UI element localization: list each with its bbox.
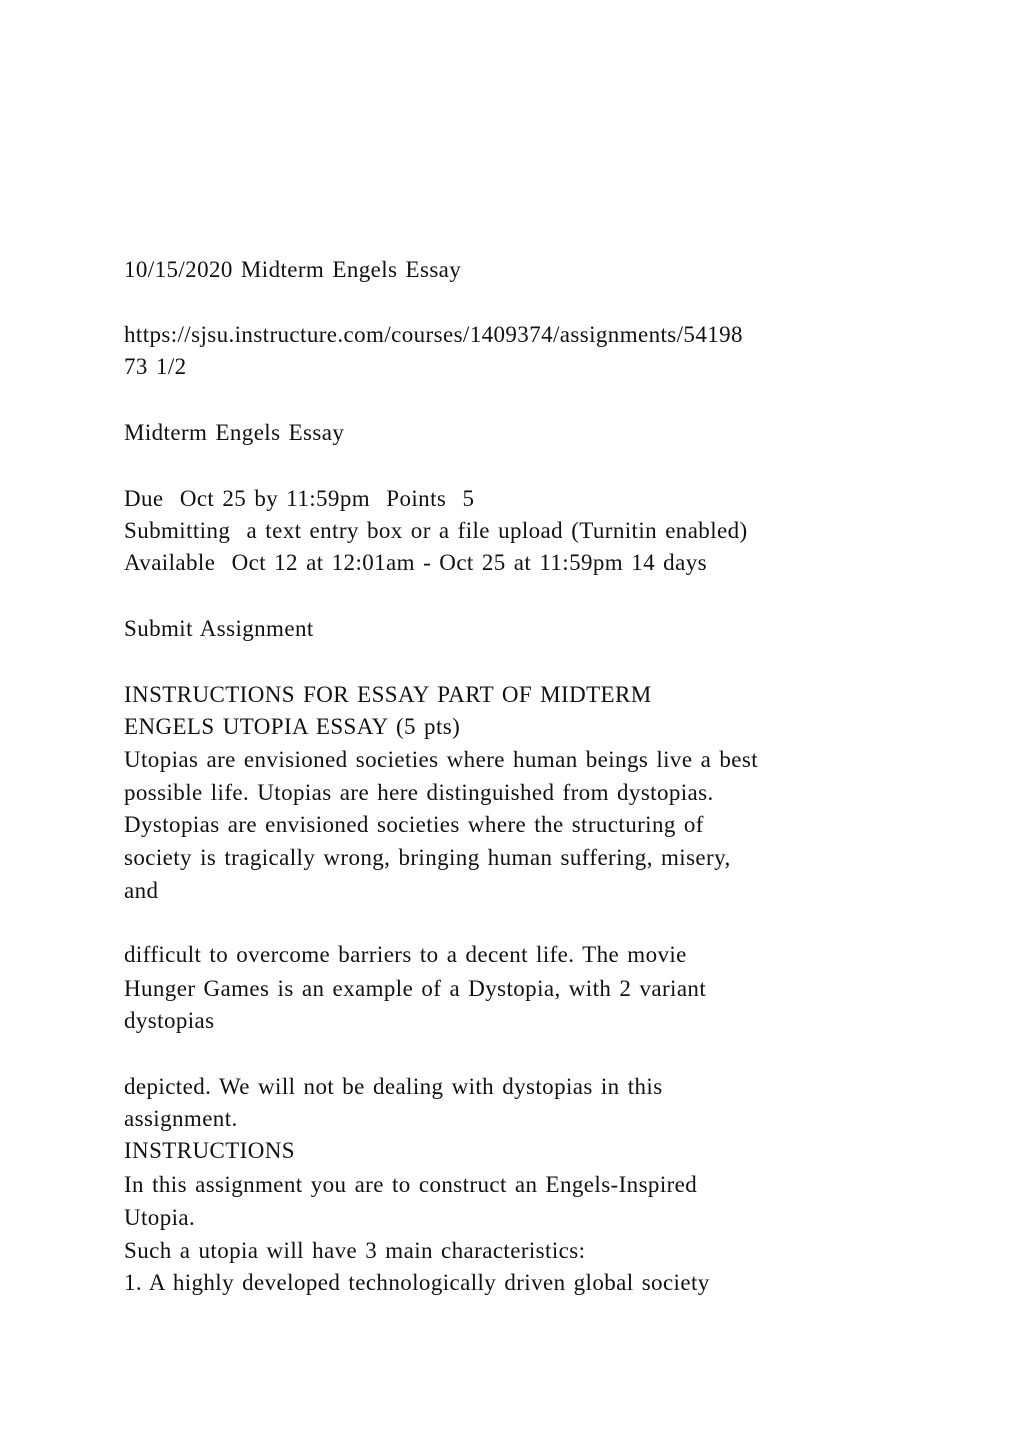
paragraph-line: Hunger Games is an example of a Dystopia, with 2 variant: [124, 976, 707, 1001]
list-item: 1. A highly developed technologically driven global society: [124, 1270, 710, 1295]
instructions-subheading: INSTRUCTIONS: [124, 1138, 295, 1163]
paragraph-line: Utopia.: [124, 1205, 196, 1230]
paragraph-line: dystopias: [124, 1008, 215, 1033]
assignment-title: Midterm Engels Essay: [124, 420, 345, 445]
paragraph-line: possible life. Utopias are here distinguished from dystopias.: [124, 780, 714, 805]
date-title: 10/15/2020 Midterm Engels Essay: [124, 257, 462, 282]
paragraph-line: Utopias are envisioned societies where human beings live a best: [124, 747, 759, 772]
submit-assignment-text: Submit Assignment: [124, 616, 314, 641]
url-line-2: 73 1/2: [124, 354, 187, 379]
due-line: Due Oct 25 by 11:59pm Points 5: [124, 486, 475, 511]
url-line-1: https://sjsu.instructure.com/courses/1409374/assignments/54198: [124, 322, 743, 347]
submitting-line: Submitting a text entry box or a file upload (Turnitin enabled): [124, 518, 748, 543]
instructions-heading: INSTRUCTIONS FOR ESSAY PART OF MIDTERM: [124, 682, 652, 707]
essay-heading: ENGELS UTOPIA ESSAY (5 pts): [124, 714, 461, 739]
paragraph-line: assignment.: [124, 1106, 238, 1131]
paragraph-line: Such a utopia will have 3 main characteristics:: [124, 1238, 586, 1263]
paragraph-line: society is tragically wrong, bringing human suffering, misery,: [124, 845, 731, 870]
paragraph-line: and: [124, 878, 159, 903]
paragraph-line: depicted. We will not be dealing with dystopias in this: [124, 1074, 663, 1099]
paragraph-line: Dystopias are envisioned societies where the structuring of: [124, 812, 704, 837]
paragraph-line: In this assignment you are to construct an Engels-Inspired: [124, 1172, 698, 1197]
available-line: Available Oct 12 at 12:01am - Oct 25 at 11:59pm 14 days: [124, 550, 707, 575]
paragraph-line: difficult to overcome barriers to a decent life. The movie: [124, 942, 687, 967]
